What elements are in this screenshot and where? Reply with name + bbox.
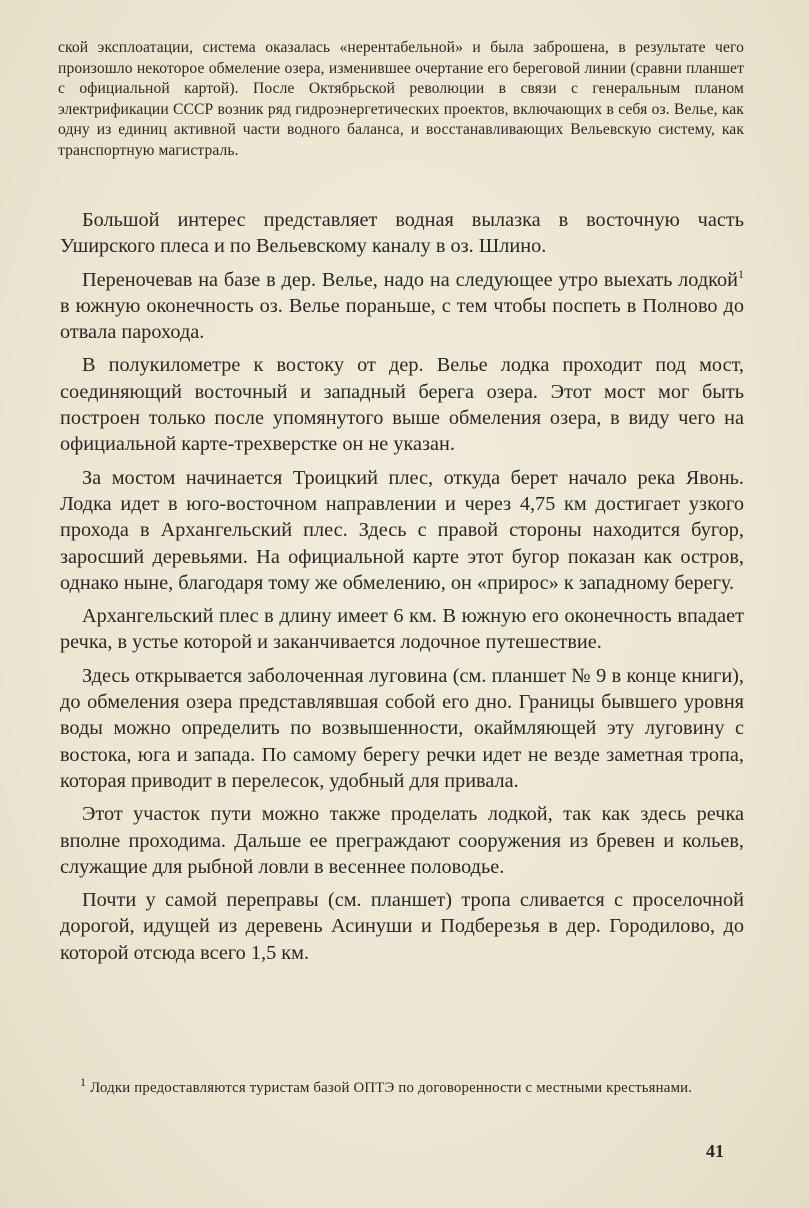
continuation-text [58,38,744,162]
continuation-paragraph: ской эксплоатации, система оказалась «нерентабельной» и была заброшена, в результате чего произошло некоторое обмеление озера, изменившее очертание его береговой линии (сравни планшет с официальной картой). После Октябрьской революции в связи с генеральным планом электрификации СССР возник ряд гидроэнергетических проектов, включающих в себя оз. Велье, как одну из единиц активной части водного баланса, и восстанавливающих Вельевскую систему, как транспортную магистраль. [58,39,744,159]
paragraph-meadow: Здесь открывается заболоченная луговина (см. планшет № 9 в конце книги), до обмеления озера представлявшая собой его дно. Границы бывшего уровня воды можно определить по возвышенности, окаймляющей эту луговину с востока, юга и запада. По самому берегу речки идет не везде заметная тропа, которая приводит в перелесок, удобный для привала. [60,664,744,792]
paragraph-crossing: Почти у самой переправы (см. планшет) тропа сливается с проселочной дорогой, идущей из деревень Асинуши и Подберезья в дер. Городилово, до которой отсюда всего 1,5 км. [60,889,744,964]
paragraph-overnight-start: Переночевав на базе в дер. Велье, надо на следующее утро выехать лодкой [82,268,738,291]
paragraph-arkhangelsky: Архангельский плес в длину имеет 6 км. В южную его оконечность впадает речка, в устье которой и заканчивается лодочное путешествие. [60,605,744,654]
footnote [58,1075,744,1098]
paragraph-troitsky: За мостом начинается Троицкий плес, откуда берет начало река Явонь. Лодка идет в юго-восточном направлении и через 4,75 км достигает узкого прохода в Архангельский плес. Здесь с правой стороны находится бугор, заросший деревьями. На официальной карте этот бугор показан как остров, однако ныне, благодаря тому же обмелению, он «прирос» к западному берегу. [60,466,744,594]
footnote-reference[interactable]: 1 [738,266,744,281]
paragraph-boat-section: Этот участок пути можно также проделать лодкой, так как здесь речка вполне проходима. Дальше ее преграждают сооружения из бревен и кольев, служащие для рыбной ловли в весеннее половодье. [60,803,744,878]
paragraph-overnight [60,267,744,346]
footnote-mark: 1 [80,1075,87,1090]
main-text [60,207,744,973]
page-number: 41 [706,1141,724,1161]
paragraph-intro: Большой интерес представляет водная вылазка в восточную часть Уширского плеса и по Вельевскому каналу в оз. Шлино. [60,209,744,258]
footnote-text [58,1075,744,1098]
paragraph-overnight-end: в южную оконечность оз. Велье пораньше, с тем чтобы поспеть в Полново до отвала парохода. [60,294,744,344]
footnote-body: Лодки предоставляются туристам базой ОПТЭ по договоренности с местными крестьянами. [86,1080,693,1096]
paragraph-bridge: В полукилометре к востоку от дер. Велье лодка проходит под мост, соединяющий восточный и западный берега озера. Этот мост мог быть построен только после упомянутого выше обмеления озера, в виду чего на официальной карте-трехверстке он не указан. [60,354,744,456]
